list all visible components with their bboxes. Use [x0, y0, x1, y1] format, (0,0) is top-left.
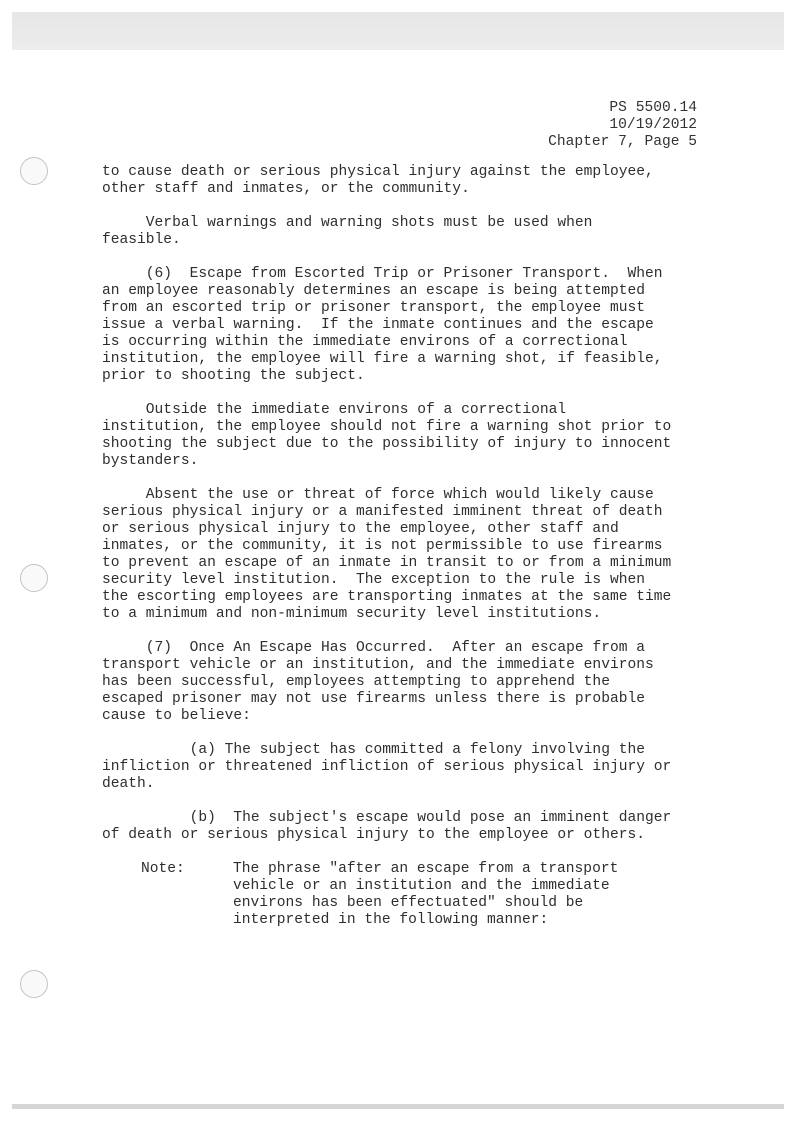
note-block: [102, 861, 702, 929]
paragraph-item-a: (a) The subject has committed a felony involving the infliction or threatened infliction of serious physical injury or death.: [102, 742, 672, 792]
doc-number: PS 5500.14: [609, 100, 697, 116]
binder-hole-middle: [20, 564, 48, 592]
binder-hole-top: [20, 157, 48, 185]
document-body: [102, 164, 702, 929]
note-label: Note:: [141, 861, 185, 877]
paragraph-once-escape-occurred: (7) Once An Escape Has Occurred. After an escape from a transport vehicle or an institution, and the immediate environs has been successful, employees attempting to apprehend the escaped prisoner may not use firearms unless there is probable cause to believe:: [102, 640, 654, 724]
paragraph-escape-escorted-trip: (6) Escape from Escorted Trip or Prisoner Transport. When an employee reasonably determines an escape is being attempted from an escorted trip or prisoner transport, the employee must issue a verbal warning. If the inmate continues and the escape is occurring within the immediate environs of a correctional institution, the employee will fire a warning shot, if feasible, prior to shooting the subject.: [102, 266, 663, 384]
paragraph-item-b: (b) The subject's escape would pose an imminent danger of death or serious physical injury to the employee or others.: [102, 810, 672, 843]
paragraph-absent-threat: Absent the use or threat of force which would likely cause serious physical injury or a manifested imminent threat of death or serious physical injury to the employee, other staff and inmates, or the community, it is not permissible to use firearms to prevent an escape of an inmate in transit to or from a minimum security level institution. The exception to the rule is when the escorting employees are transporting inmates at the same time to a minimum and non-minimum security level institutions.: [102, 487, 672, 622]
page-header: [548, 100, 697, 151]
note-text: The phrase "after an escape from a transport vehicle or an institution and the immediate environs has been effectuated" should be interpreted in the following manner:: [233, 861, 619, 928]
binder-hole-bottom: [20, 970, 48, 998]
scan-bottom-band: [12, 1104, 784, 1109]
doc-date: 10/19/2012: [609, 117, 697, 133]
chapter-page: Chapter 7, Page 5: [548, 134, 697, 150]
paragraph-verbal-warnings: Verbal warnings and warning shots must be used when feasible.: [102, 215, 593, 248]
scan-top-band: [12, 12, 784, 50]
paragraph-outside-environs: Outside the immediate environs of a correctional institution, the employee should not fire a warning shot prior to shooting the subject due to the possibility of injury to innocent bystanders.: [102, 402, 672, 469]
paragraph-continuation: to cause death or serious physical injury against the employee, other staff and inmates, or the community.: [102, 164, 654, 197]
